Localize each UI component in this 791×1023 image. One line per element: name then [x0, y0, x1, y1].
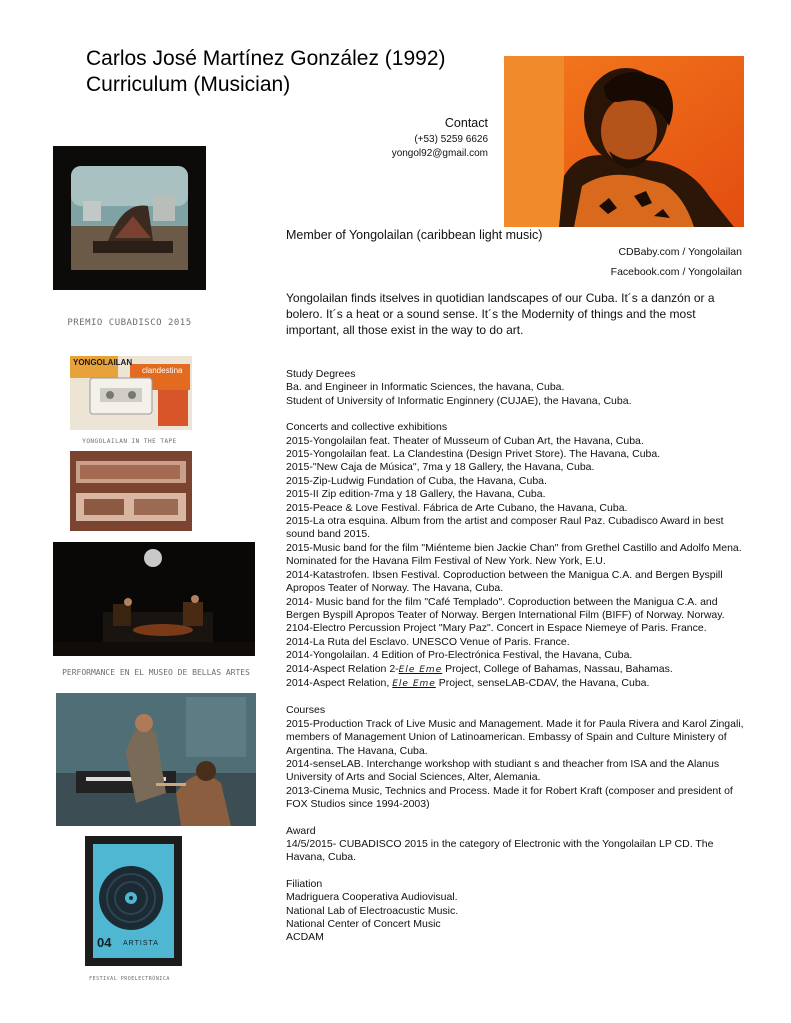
section-award: [286, 825, 746, 865]
band-description: Yongolailan finds itselves in quotidian landscapes of our Cuba. It´s a danzón or a bolero. It´s a heat or a sound sense. It´s the Modernity of things and the most important, all those exist in the way to do art.: [286, 291, 715, 337]
list-item: 2015-Music band for the film "Miénteme bien Jackie Chan" from Grethel Castillo and Adolfo Mena. Nominated for the Havana Film Festival of New York. New York, E.U.: [286, 541, 742, 568]
aspect-relation-prefix: 2014-Aspect Relation,: [286, 676, 393, 689]
artist-name: Carlos José Martínez González (1992): [86, 47, 446, 70]
list-item: [286, 677, 746, 691]
band-heading: Member of Yongolailan (caribbean light music): [286, 228, 543, 242]
list-item: National Lab of Electroacustic Music.: [286, 904, 459, 917]
document-subtitle: Curriculum (Musician): [86, 73, 291, 96]
list-item: 2015-Production Track of Live Music and Management. Made it for Paula Rivera and Karol Zingali, members of Management Union of Latinoamerican. Embassy of Spain and Culture Ministery of Argentina. The Havana, Cuba.: [286, 717, 744, 757]
ele-eme-wordmark: Ele Eme: [398, 664, 443, 675]
section-heading: Award: [286, 824, 316, 837]
list-item: [286, 663, 746, 677]
section-concerts: [286, 421, 746, 691]
award-caption: PREMIO CUBADISCO 2015: [67, 318, 192, 328]
list-item: ACDAM: [286, 931, 324, 944]
section-heading: Filiation: [286, 877, 323, 890]
list-item: 2014- Music band for the film "Café Templado". Coproduction between the Manigua C.A. and Bergen Byspill Apropos Teater of Norway. Bergen International Film (BIFF) of Norway. Norway.: [286, 595, 725, 621]
aspect-relation-2-prefix: 2014-Aspect Relation 2-: [286, 662, 399, 675]
list-item: Student of University of Informatic Enginnery (CUJAE), the Havana, Cuba.: [286, 394, 632, 407]
list-item: 2013-Cinema Music, Technics and Process. Made it for Robert Kraft (composer and president of FOX Studios since 1994-2003): [286, 784, 733, 811]
list-item: Madriguera Cooperativa Audiovisual.: [286, 891, 458, 904]
festival-poster: [85, 836, 182, 966]
list-item: 2014-senseLAB. Interchange workshop with studiant s and theacher from ISA and the Alanus University of Arts and Social Sciences, Alter, Alemania.: [286, 757, 720, 784]
list-item: 2014-Katastrofen. Ibsen Festival. Coproduction between the Manigua C.A. and Bergen Byspill Apropos Teater of Norway. The Havana, Cuba.: [286, 568, 723, 595]
list-item: 2015-Zip-Ludwig Fundation of Cuba, the Havana, Cuba.: [286, 474, 547, 487]
list-item: 2015-Yongolailan feat. La Clandestina (Design Privet Store). The Havana, Cuba.: [286, 448, 661, 461]
contact-block: [300, 116, 488, 161]
list-item: Ba. and Engineer in Informatic Sciences, the havana, Cuba.: [286, 381, 565, 394]
band-links: [560, 242, 742, 282]
list-item: 2104-Electro Percussion Project "Mary Paz". Concert in Espace Niemeye of Paris. France.: [286, 622, 707, 635]
list-item: 2015-II Zip edition-7ma y 18 Gallery, the Havana, Cuba.: [286, 488, 546, 501]
contact-heading: Contact: [444, 116, 488, 130]
studio-photo: [56, 693, 256, 826]
aspect-relation-suffix: Project, senseLAB-CDAV, the Havana, Cuba.: [435, 676, 650, 689]
portrait-photo: [504, 56, 744, 227]
page-title: [86, 46, 446, 98]
list-item: National Center of Concert Music: [286, 918, 441, 931]
ele-eme-wordmark: Ele Eme: [392, 678, 436, 689]
poster-word: ARTISTA: [123, 940, 159, 947]
tape-caption: YONGOLAILAN IN THE TAPE: [82, 438, 177, 445]
festival-caption: FESTIVAL PROELECTRÓNICA: [89, 976, 170, 982]
list-item: 14/5/2015- CUBADISCO 2015 in the category of Electronic with the Yongolailan LP CD. The Havana, Cuba.: [286, 838, 714, 864]
contact-phone: (+53) 5259 6626: [414, 134, 488, 145]
section-heading: Concerts and collective exhibitions: [286, 421, 448, 434]
award-photo: [53, 146, 206, 290]
cv-body: [286, 368, 746, 945]
section-filiation: [286, 878, 746, 945]
facebook-link[interactable]: Facebook.com / Yongolailan: [610, 266, 742, 278]
list-item: 2014-La Ruta del Esclavo. UNESCO Venue of Paris. France.: [286, 635, 570, 648]
section-heading: Courses: [286, 704, 326, 717]
section-courses: [286, 704, 746, 811]
cdbaby-link[interactable]: CDBaby.com / Yongolailan: [618, 246, 742, 258]
cassette-label: clandestina: [142, 366, 183, 375]
list-item: 2015-Peace & Love Festival. Fábrica de Arte Cubano, the Havana, Cuba.: [286, 501, 628, 514]
cassette-photo: [70, 356, 192, 430]
exhibit-photo: [70, 451, 192, 531]
list-item: 2015-Yongolailan feat. Theater of Musseum of Cuban Art, the Havana, Cuba.: [286, 434, 644, 447]
cassette-brand: YONGOLAILAN: [73, 358, 133, 367]
contact-email: yongol92@gmail.com: [391, 148, 488, 159]
performance-caption: PERFORMANCE EN EL MUSEO DE BELLAS ARTES: [62, 668, 250, 677]
poster-number: 04: [97, 935, 112, 950]
concert-photo: [53, 542, 255, 656]
list-item: 2014-Yongolailan. 4 Edition of Pro-Electrónica Festival, the Havana, Cuba.: [286, 649, 633, 662]
list-item: 2015-La otra esquina. Album from the artist and composer Raul Paz. Cubadisco Award in best sound band 2015.: [286, 515, 724, 541]
list-item: 2015-"New Caja de Música", 7ma y 18 Gallery, the Havana, Cuba.: [286, 461, 595, 474]
section-study: [286, 368, 746, 408]
section-heading: Study Degrees: [286, 368, 356, 380]
aspect-relation-2-suffix: Project, College of Bahamas, Nassau, Bahamas.: [442, 662, 673, 675]
